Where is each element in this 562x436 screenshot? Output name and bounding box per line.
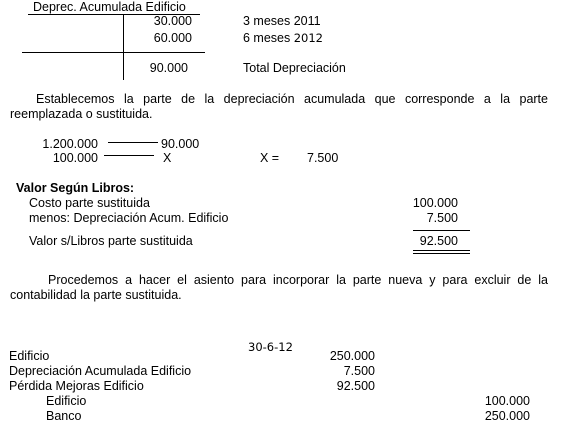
proportion-d: X [163, 151, 172, 165]
proportion-c: 100.000 [52, 151, 98, 165]
book-value-sum-rule [413, 230, 470, 231]
journal-credit-account-2: Banco [46, 409, 82, 423]
book-value-double-rule-1 [413, 250, 470, 251]
proportion-b: 90.000 [161, 137, 200, 151]
proportion-line-1 [108, 142, 158, 143]
book-value-double-rule-2 [413, 253, 470, 254]
journal-debit-account-2: Depreciación Acumulada Edificio [9, 364, 192, 378]
t-account-sum-rule [22, 52, 205, 53]
t-account-amount-1: 30.000 [153, 14, 192, 28]
proportion-line-2 [104, 155, 154, 156]
journal-date: 30-6-12 [248, 340, 293, 354]
journal-debit-amount-2: 7.500 [343, 364, 375, 378]
proportion-eq-value: 7.500 [307, 151, 339, 165]
t-account-amount-2: 60.000 [153, 31, 192, 45]
journal-credit-account-1: Edificio [46, 394, 87, 408]
book-value-line3-label: Valor s/Libros parte sustituida [29, 234, 193, 248]
journal-debit-account-3: Pérdida Mejoras Edificio [9, 379, 144, 393]
book-value-line1-value: 100.000 [412, 196, 458, 210]
book-value-line1-label: Costo parte sustituida [29, 196, 150, 210]
proportion-a: 1.200.000 [42, 137, 98, 151]
proportion-eq-label: X = [260, 151, 280, 165]
paragraph-journal-entry: Procedemos a hacer el asiento para incorporar la parte nueva y para excluir de la contabilidad la parte sustituida. [10, 273, 548, 302]
journal-debit-amount-1: 250.000 [329, 349, 375, 363]
journal-credit-amount-1: 100.000 [484, 394, 530, 408]
journal-debit-account-1: Edificio [9, 349, 50, 363]
t-account-total-label: Total Depreciación [243, 61, 346, 75]
t-account-vertical-line [123, 14, 124, 80]
journal-debit-amount-3: 92.500 [336, 379, 375, 393]
book-value-line3-value: 92.500 [419, 234, 458, 248]
t-account-label-1: 3 meses 2011 [243, 14, 321, 28]
book-value-heading: Valor Según Libros: [16, 181, 135, 195]
book-value-line2-label: menos: Depreciación Acum. Edificio [29, 211, 229, 225]
t-account-title: Deprec. Acumulada Edificio [33, 0, 186, 14]
book-value-line2-value: 7.500 [426, 211, 458, 225]
paragraph-depreciation-part: Establecemos la parte de la depreciación acumulada que corresponde a la parte reemplazada o sustituida. [10, 92, 548, 121]
t-account-total-amount: 90.000 [149, 61, 188, 75]
t-account-label-2: 6 meses 2012 [243, 31, 323, 45]
journal-credit-amount-2: 250.000 [484, 409, 530, 423]
